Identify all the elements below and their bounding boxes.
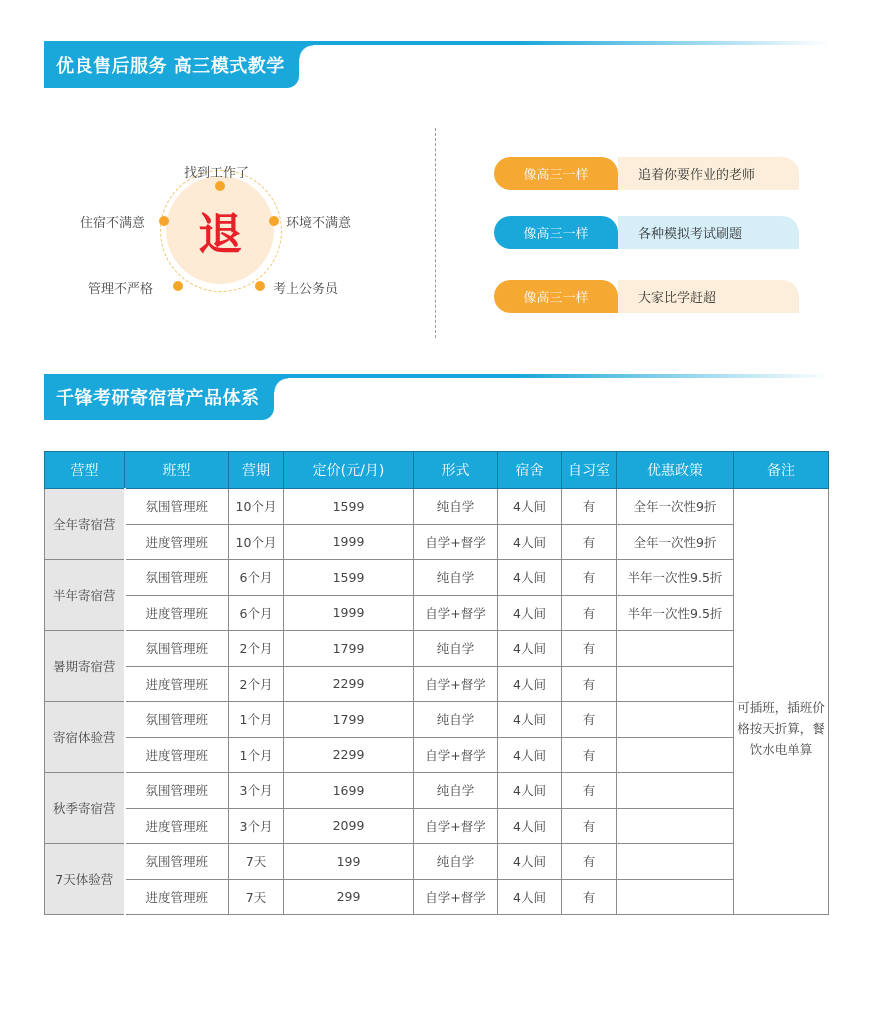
cell: 1699 [284, 773, 414, 809]
cell: 4人间 [498, 773, 562, 809]
section-banner-products [44, 374, 830, 421]
cell: 1799 [284, 631, 414, 667]
col-header: 营型 [45, 452, 125, 489]
cell: 3个月 [229, 808, 284, 844]
reason-label: 环境不满意 [286, 216, 352, 231]
dot-icon [173, 281, 183, 291]
dot-icon [159, 216, 169, 226]
section-title: 优良售后服务 高三模式教学 [44, 41, 299, 88]
cell: 半年一次性9.5折 [617, 595, 734, 631]
pill-tag: 像高三一样 [494, 157, 618, 190]
table-row [45, 702, 829, 738]
cell: 4人间 [498, 560, 562, 596]
table-header-row [45, 452, 829, 489]
withdrawal-reasons-diagram [60, 150, 380, 315]
reason-label: 管理不严格 [88, 282, 154, 297]
col-header: 宿舍 [498, 452, 562, 489]
cell: 有 [562, 737, 617, 773]
table-row [45, 808, 829, 844]
cell: 纯自学 [414, 773, 498, 809]
cell: 10个月 [229, 524, 284, 560]
dot-icon [255, 281, 265, 291]
center-circle [166, 176, 274, 284]
cell [617, 844, 734, 880]
cell [617, 808, 734, 844]
reason-label: 找到工作了 [184, 166, 250, 181]
cell [617, 702, 734, 738]
cell: 全年一次性9折 [617, 524, 734, 560]
cell: 有 [562, 560, 617, 596]
cell: 自学+督学 [414, 808, 498, 844]
cell: 纯自学 [414, 631, 498, 667]
cell: 4人间 [498, 808, 562, 844]
cell: 2299 [284, 666, 414, 702]
cell: 4人间 [498, 666, 562, 702]
cell: 299 [284, 879, 414, 915]
table-row [45, 631, 829, 667]
table-row [45, 844, 829, 880]
cell [617, 737, 734, 773]
table-row [45, 773, 829, 809]
cell: 6个月 [229, 560, 284, 596]
cell: 7天 [229, 879, 284, 915]
center-label: 退 [198, 209, 242, 260]
cell: 纯自学 [414, 844, 498, 880]
cell: 自学+督学 [414, 524, 498, 560]
camp-cell: 暑期寄宿营 [45, 631, 125, 702]
dot-icon [269, 216, 279, 226]
cell: 进度管理班 [125, 808, 229, 844]
table-row [45, 666, 829, 702]
dot-icon [215, 181, 225, 191]
pill-text: 各种模拟考试刷题 [618, 216, 799, 249]
product-table [44, 451, 829, 915]
cell: 有 [562, 631, 617, 667]
cell: 有 [562, 595, 617, 631]
cell: 氛围管理班 [125, 489, 229, 525]
col-header: 班型 [125, 452, 229, 489]
col-header: 形式 [414, 452, 498, 489]
cell: 氛围管理班 [125, 631, 229, 667]
cell: 2个月 [229, 666, 284, 702]
cell: 4人间 [498, 737, 562, 773]
cell: 进度管理班 [125, 595, 229, 631]
cell: 6个月 [229, 595, 284, 631]
cell: 有 [562, 489, 617, 525]
pill-tag: 像高三一样 [494, 280, 618, 313]
col-header: 营期 [229, 452, 284, 489]
cell: 自学+督学 [414, 879, 498, 915]
cell: 1599 [284, 560, 414, 596]
pill-text: 追着你要作业的老师 [618, 157, 799, 190]
cell: 2个月 [229, 631, 284, 667]
cell: 进度管理班 [125, 524, 229, 560]
cell: 有 [562, 879, 617, 915]
table-row [45, 595, 829, 631]
cell: 3个月 [229, 773, 284, 809]
camp-cell: 半年寄宿营 [45, 560, 125, 631]
camp-cell: 寄宿体验营 [45, 702, 125, 773]
cell: 1999 [284, 595, 414, 631]
feature-pill [494, 280, 799, 313]
cell [617, 773, 734, 809]
cell: 4人间 [498, 631, 562, 667]
cell: 1599 [284, 489, 414, 525]
cell: 10个月 [229, 489, 284, 525]
col-header: 自习室 [562, 452, 617, 489]
cell: 4人间 [498, 879, 562, 915]
cell: 纯自学 [414, 560, 498, 596]
col-header: 定价(元/月) [284, 452, 414, 489]
camp-cell: 秋季寄宿营 [45, 773, 125, 844]
cell: 氛围管理班 [125, 773, 229, 809]
cell: 全年一次性9折 [617, 489, 734, 525]
cell: 有 [562, 666, 617, 702]
camp-cell: 7天体验营 [45, 844, 125, 915]
cell: 1999 [284, 524, 414, 560]
reason-label: 考上公务员 [273, 282, 339, 297]
cell: 有 [562, 773, 617, 809]
cell: 2299 [284, 737, 414, 773]
cell: 有 [562, 524, 617, 560]
cell: 氛围管理班 [125, 702, 229, 738]
cell: 7天 [229, 844, 284, 880]
pill-tag: 像高三一样 [494, 216, 618, 249]
col-header: 优惠政策 [617, 452, 734, 489]
cell: 自学+督学 [414, 595, 498, 631]
col-header: 备注 [734, 452, 829, 489]
cell: 4人间 [498, 524, 562, 560]
cell: 4人间 [498, 595, 562, 631]
camp-cell: 全年寄宿营 [45, 489, 125, 560]
pill-text: 大家比学赶超 [618, 280, 799, 313]
cell: 半年一次性9.5折 [617, 560, 734, 596]
cell: 有 [562, 844, 617, 880]
section-banner-service [44, 41, 830, 88]
cell: 4人间 [498, 489, 562, 525]
cell: 进度管理班 [125, 879, 229, 915]
cell: 4人间 [498, 702, 562, 738]
cell [617, 666, 734, 702]
vertical-divider [435, 128, 436, 338]
table-row [45, 489, 829, 525]
cell: 进度管理班 [125, 666, 229, 702]
cell: 1799 [284, 702, 414, 738]
feature-pill [494, 157, 799, 190]
cell: 有 [562, 808, 617, 844]
cell: 2099 [284, 808, 414, 844]
cell: 纯自学 [414, 702, 498, 738]
cell: 纯自学 [414, 489, 498, 525]
cell: 1个月 [229, 702, 284, 738]
table-row [45, 737, 829, 773]
reason-label: 住宿不满意 [80, 216, 146, 231]
cell: 自学+督学 [414, 666, 498, 702]
feature-pill [494, 216, 799, 249]
table-row [45, 524, 829, 560]
section-title: 千锋考研寄宿营产品体系 [44, 374, 274, 420]
cell: 氛围管理班 [125, 844, 229, 880]
table-row [45, 879, 829, 915]
cell: 有 [562, 702, 617, 738]
cell [617, 879, 734, 915]
cell: 自学+督学 [414, 737, 498, 773]
table-row [45, 560, 829, 596]
cell: 氛围管理班 [125, 560, 229, 596]
cell: 1个月 [229, 737, 284, 773]
cell: 199 [284, 844, 414, 880]
cell [617, 631, 734, 667]
cell: 4人间 [498, 844, 562, 880]
cell: 进度管理班 [125, 737, 229, 773]
note-cell: 可插班，插班价格按天折算，餐饮水电单算 [734, 489, 829, 915]
